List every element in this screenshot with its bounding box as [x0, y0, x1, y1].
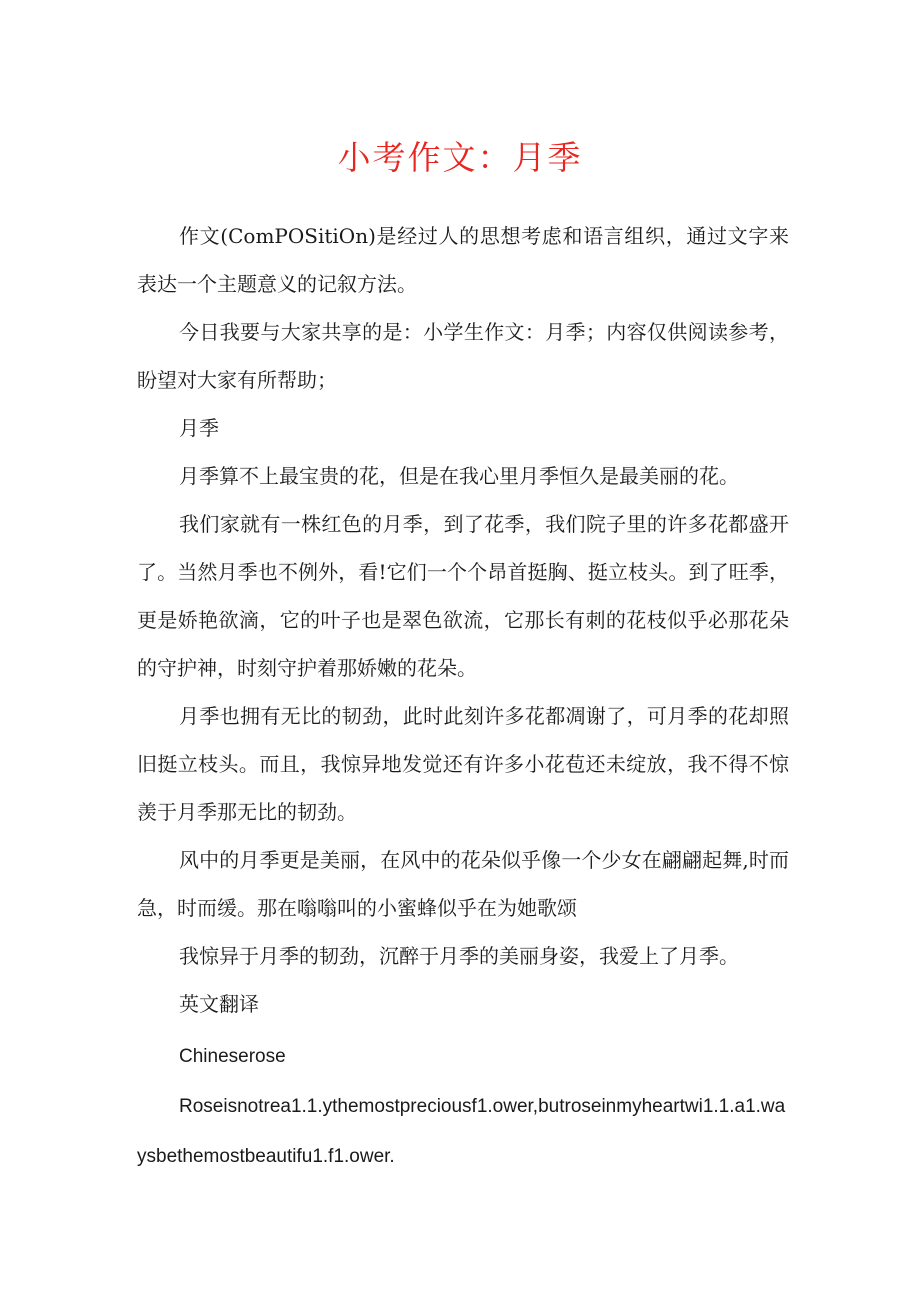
- english-title: Chineserose: [179, 1046, 286, 1067]
- paragraph: 我们家就有一株红色的月季，到了花季，我们院子里的许多花都盛开了。当然月季也不例外，看!它们一个个昂首挺胸、挺立枝头。到了旺季，更是娇艳欲滴，它的叶子也是翠色欲流，它那长有刺的花枝似乎必那花朵的守护神，时刻守护着那娇嫩的花朵。: [137, 512, 789, 680]
- document-title: 小考作文：月季: [337, 138, 583, 177]
- paragraph: 月季算不上最宝贵的花，但是在我心里月季恒久是最美丽的花。: [179, 464, 739, 488]
- paragraph: 我惊异于月季的韧劲，沉醉于月季的美丽身姿，我爱上了月季。: [179, 944, 739, 968]
- paragraph-share: 今日我要与大家共享的是：小学生作文：月季；内容仅供阅读参考，盼望对大家有所帮助；: [137, 320, 789, 392]
- document-body: [137, 212, 789, 1182]
- paragraph: 月季也拥有无比的韧劲，此时此刻许多花都凋谢了，可月季的花却照旧挺立枝头。而且，我惊异地发觉还有许多小花苞还未绽放，我不得不惊羡于月季那无比的韧劲。: [137, 704, 789, 824]
- paragraph-intro: 作文(ComPOSitiOn)是经过人的思想考虑和语言组织，通过文字来表达一个主题意义的记叙方法。: [137, 224, 789, 296]
- paragraph: 风中的月季更是美丽，在风中的花朵似乎像一个少女在翩翩起舞,时而急，时而缓。那在嗡嗡叫的小蜜蜂似乎在为她歌颂: [137, 848, 789, 920]
- essay-heading: 月季: [179, 416, 219, 440]
- english-paragraph: Roseisnotrea1.1.ythemostpreciousf1.ower,butroseinmyheartwi1.1.a1.waysbethemostbeautifu1.f1.ower.: [137, 1096, 786, 1167]
- translation-heading: 英文翻译: [179, 992, 259, 1016]
